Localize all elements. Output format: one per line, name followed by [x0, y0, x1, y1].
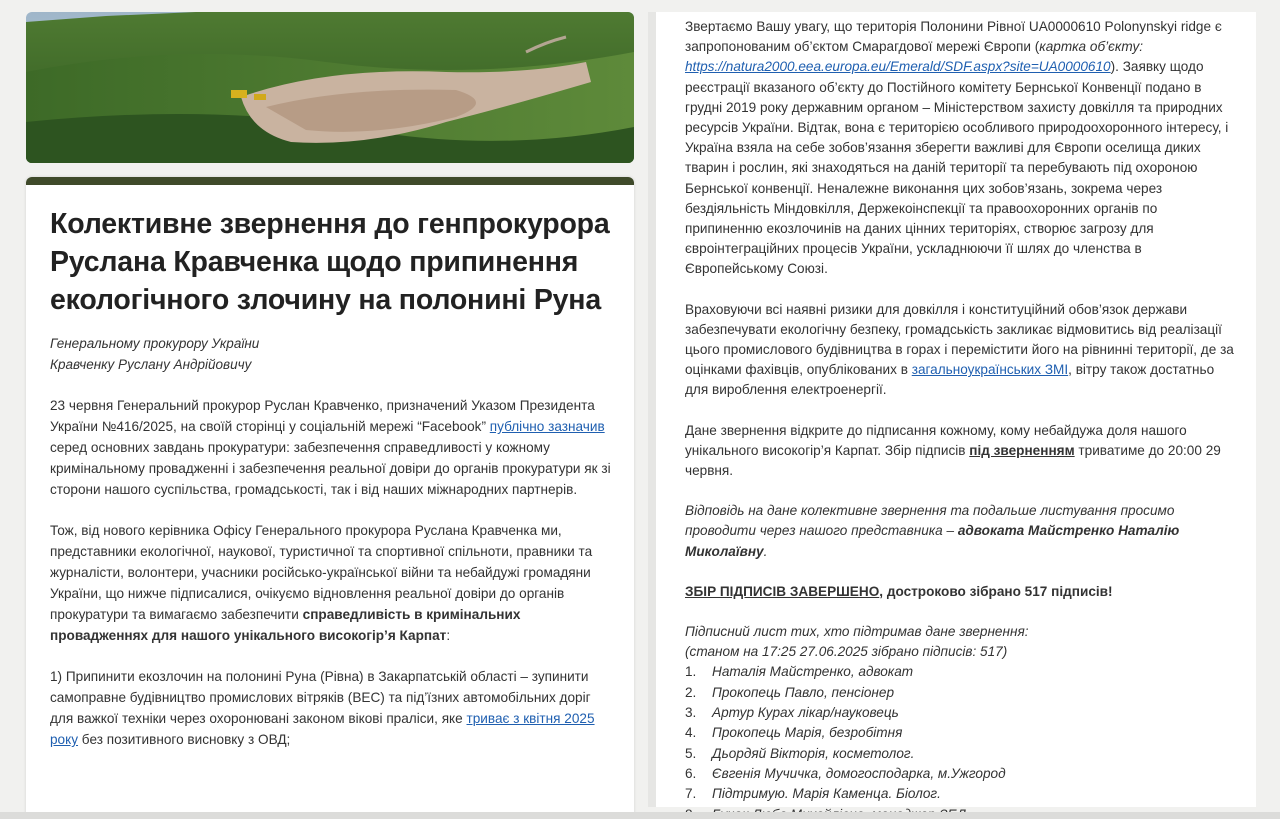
r1-italic: картка об’єкту: — [1039, 39, 1144, 55]
signer-text: Артур Курах лікар/науковець — [712, 705, 899, 721]
publicly-stated-link[interactable]: публічно зазначив — [489, 419, 605, 434]
representative-name: адвоката Майстренко Наталію Миколаївну — [685, 523, 1180, 559]
r3-text-b: триватиме до 20:00 29 червня. — [685, 442, 1221, 479]
signer-text: Прокопець Марія, безробітня — [712, 725, 903, 741]
addressee-line-1: Генеральному прокурору України — [50, 336, 260, 351]
article-card — [26, 177, 634, 817]
collection-count: , достроково зібрано 517 підписів! — [879, 583, 1113, 599]
signer-number: 2. — [685, 684, 697, 700]
natura2000-link[interactable]: https://natura2000.eea.europa.eu/Emerald/SDF.aspx?site=UA0000610 — [685, 59, 1111, 75]
signer-number: 5. — [685, 745, 697, 761]
signer-item — [685, 784, 1238, 804]
under-appeal-link[interactable]: під зверненням — [969, 442, 1075, 458]
r1-text-b: ). Заявку щодо реєстрації вказаного об’єкту до Постійного комітету Бернської Конвенції подано в грудні 2019 року державним органом – Міністерством захисту довкілля та природних ресурсів України. Відтак, вона є територією особливого природоохоронного інтересу, і Україна взяла на себе зобов’язання зберегти важливі для Європи оселища диких тварин і рослин, які знаходяться на даній території та перебувають під охороною Бернської конвенції. Неналежне виконання цих зобов’язань, зокрема через бездіяльність Міндовкілля, Держекоінспекції та правоохоронних органів по припиненню екозлочинів на даних цінних територіях, створює загрозу для євроінтеграційних процесів України, ускладнюючи її шлях до членства в Європейському Союзі. — [685, 59, 1229, 277]
signer-number: 3. — [685, 705, 697, 721]
p3-text-a: 1) Припинити екозлочин на полонині Руна (Рівна) в Закарпатській області – зупинити самоправне будівництво промислових вітряків (ВЕС) та під’їзних автомобільних доріг для важкої техніки через охоронювані законом вікові праліси, яке — [50, 669, 591, 726]
signer-number: 6. — [685, 765, 697, 781]
signer-number: 4. — [685, 725, 697, 741]
p2-text-c: : — [446, 628, 451, 643]
collection-completed: ЗБІР ПІДПИСІВ ЗАВЕРШЕНО — [685, 583, 880, 599]
signers-status: (станом на 17:25 27.06.2025 зібрано підписів: 517) — [685, 644, 1008, 660]
p2-text-a: Тож, від нового керівника Офісу Генерального прокурора Руслана Кравченка ми, представники екологічної, наукової, туристичної та спортивної спільноти, правники та журналісти, волонтери, учасники російсько-української війни та небайдужі громадяни України, що нижче підписалися, очікуємо відновлення реальної довіри до органів прокуратури та вимагаємо забезпечити — [50, 523, 593, 622]
r2-text-a: Враховуючи всі наявні ризики для довкілля і конституційний обов’язок держави забезпечувати екологічну безпеку, громадськість закликає відмовитись від реалізації цього промислового будівництва в горах і перемістити його на рівнинні території, де за оцінками фахівців, опублікованих в — [685, 301, 1234, 378]
paragraph-3 — [50, 666, 612, 750]
collection-status — [685, 582, 1238, 602]
signer-text: Підтримую. Марія Каменца. Біолог. — [712, 786, 941, 802]
article-title: Колективне звернення до генпрокурора Руслана Кравченка щодо припинення екологічного злочину на полонині Руна — [50, 208, 610, 316]
signer-text: Прокопець Павло, пенсіонер — [712, 684, 895, 700]
risks-paragraph — [685, 300, 1238, 401]
signer-text: Дьордяй Вікторія, косметолог. — [712, 745, 915, 761]
signers-list — [685, 662, 1238, 819]
since-april-link[interactable]: триває з квітня 2025 року — [50, 711, 595, 747]
signer-item — [685, 723, 1238, 743]
p3-text-b: без позитивного висновку з ОВД; — [78, 732, 291, 747]
addressee — [50, 333, 612, 375]
signer-number: 1. — [685, 664, 697, 680]
hero-image-mountain-construction — [26, 12, 634, 163]
representative-paragraph — [685, 501, 1238, 562]
signer-number: 7. — [685, 786, 697, 802]
signer-item — [685, 662, 1238, 682]
r4-text-b: . — [763, 543, 768, 559]
r1-text-a: Звертаємо Вашу увагу, що територія Полонини Рівної UA0000610 Polonynskyi ridge є запропонованим об’єктом Смарагдової мережі Європи ( — [685, 19, 1222, 55]
signers-header — [685, 622, 1238, 662]
signing-paragraph — [685, 421, 1238, 482]
media-link[interactable]: загальноукраїнських ЗМІ — [911, 362, 1069, 378]
paragraph-1 — [50, 395, 612, 500]
addressee-line-2: Кравченку Руслану Андрійовичу — [50, 357, 252, 372]
right-page — [656, 12, 1256, 807]
paragraph-2 — [50, 520, 612, 646]
p1-text-a: 23 червня Генеральний прокурор Руслан Кравченко, призначений Указом Президента України №416/2025, на своїй сторінці у соціальній мережі “Facebook” — [50, 398, 595, 434]
r4-text-a: Відповідь на дане колективне звернення та подальше листування просимо проводити через нашого представника – — [685, 503, 1175, 539]
signer-item — [685, 703, 1238, 723]
signer-item — [685, 764, 1238, 784]
signer-text: Наталія Майстренко, адвокат — [712, 664, 914, 680]
signers-title: Підписний лист тих, хто підтримав дане звернення: — [685, 624, 1029, 640]
emerald-paragraph — [685, 17, 1238, 280]
signer-item — [685, 683, 1238, 703]
r3-text-a: Дане звернення відкрите до підписання кожному, кому небайдужа доля нашого унікального високогір’я Карпат. Збір підписів — [685, 422, 1187, 458]
page-divider — [648, 12, 656, 807]
r2-text-b: , вітру також достатньо для вироблення електроенергії. — [685, 362, 1215, 398]
p1-text-b: серед основних завдань прокуратури: забезпечення справедливості у кожному кримінальному провадженні і забезпечення реальної довіри до органів прокуратури як зі сторони нашого суспільства, громадськості, так і від наших міжнародних партнерів. — [50, 440, 611, 497]
bottom-edge — [0, 812, 1280, 819]
p2-bold: справедливість в кримінальних провадженнях для нашого унікального високогір’я Карпат — [50, 607, 521, 643]
signer-text: Євгенія Мучичка, домогосподарка, м.Ужгород — [712, 765, 1006, 781]
signer-item — [685, 744, 1238, 764]
left-page — [26, 12, 634, 812]
